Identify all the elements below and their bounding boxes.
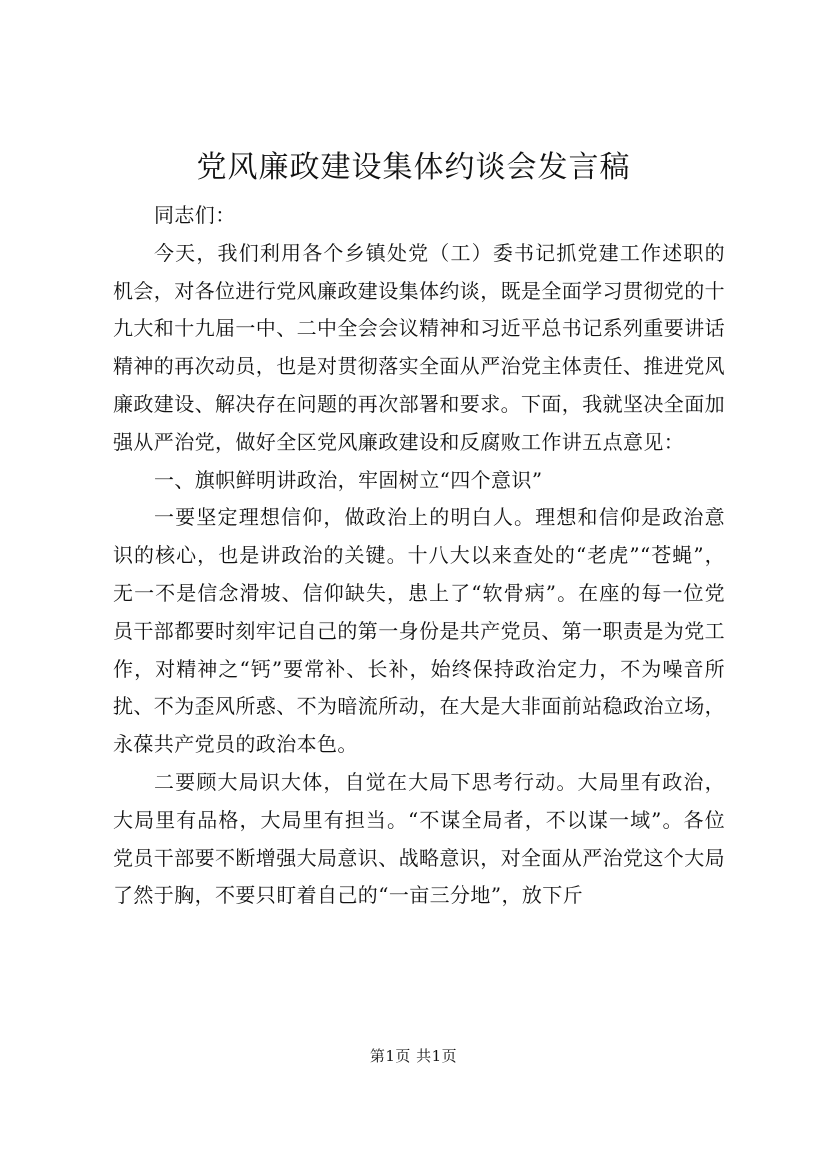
page-footer: 第1页 共1页 bbox=[369, 1047, 458, 1065]
document-body bbox=[113, 197, 725, 915]
body-paragraph: 一要坚定理想信仰，做政治上的明白人。理想和信仰是政治意识的核心，也是讲政治的关键。十八大以来查处的“老虎”“苍蝇”，无一不是信念滑坡、信仰缺失，患上了“软骨病”。在座的每一位党员干部都要时刻牢记自己的第一身份是共产党员、第一职责是为党工作，对精神之“钙”要常补、长补，始终保持政治定力，不为噪音所扰、不为歪风所惑、不为暗流所动，在大是大非面前站稳政治立场，永葆共产党员的政治本色。 bbox=[113, 505, 725, 757]
salutation-paragraph: 同志们： bbox=[154, 203, 236, 227]
section-heading: 一、旗帜鲜明讲政治，牢固树立“四个意识” bbox=[154, 467, 543, 492]
intro-paragraph: 今天，我们利用各个乡镇处党（工）委书记抓党建工作述职的机会，对各位进行党风廉政建设集体约谈，既是全面学习贯彻党的十九大和十九届一中、二中全会会议精神和习近平总书记系列重要讲话精神的再次动员，也是对贯彻落实全面从严治党主体责任、推进党风廉政建设、解决存在问题的再次部署和要求。下面，我就坚决全面加强从严治党，做好全区党风廉政建设和反腐败工作讲五点意见： bbox=[113, 240, 725, 454]
document-title: 党风廉政建设集体约谈会发言稿 bbox=[196, 150, 631, 185]
body-paragraph: 二要顾大局识大体，自觉在大局下思考行动。大局里有政治，大局里有品格，大局里有担当。“不谋全局者，不以谋一域”。各位党员干部要不断增强大局意识、战略意识，对全面从严治党这个大局了然于胸，不要只盯着自己的“一亩三分地”，放下斤 bbox=[113, 769, 725, 908]
